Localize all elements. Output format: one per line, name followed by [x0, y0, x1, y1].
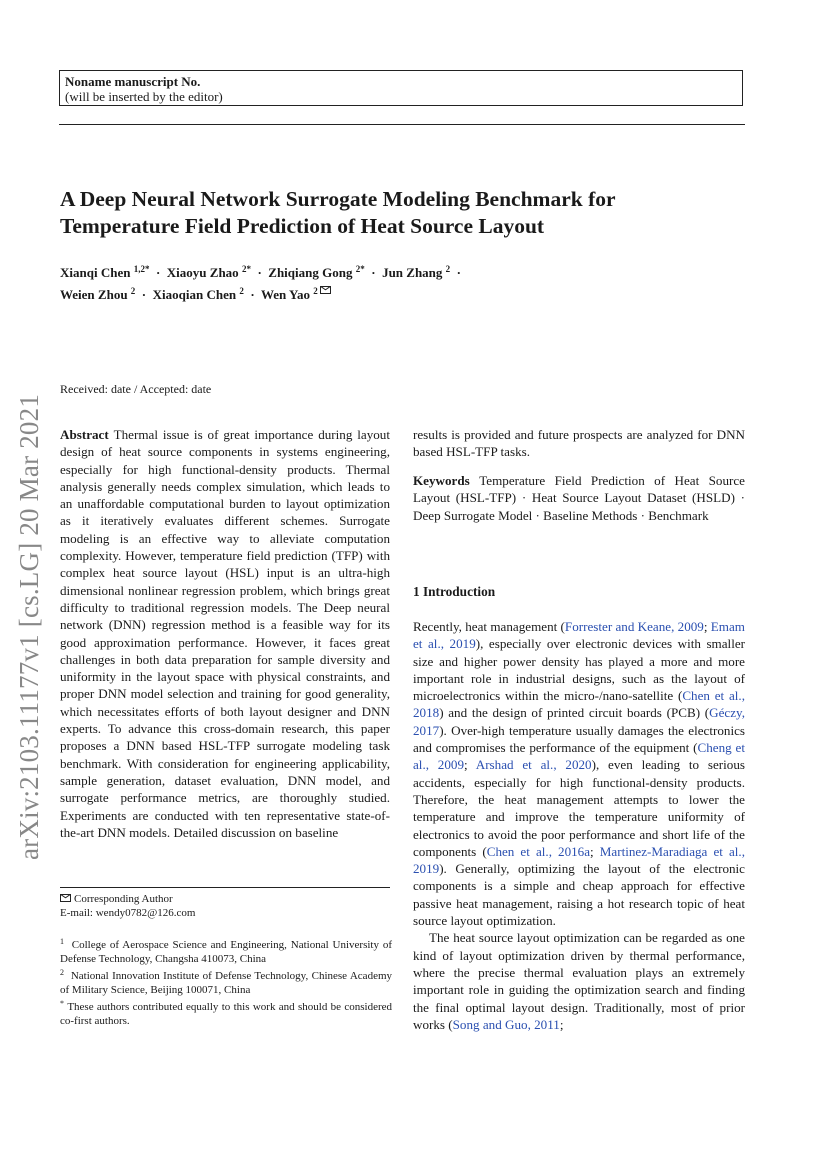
abstract-text: Thermal issue is of great importance during layout design of heat source components in systems engineering, especially for high functional-density products. Thermal analysis generally needs complex simulation, which leads to an unaffordable computational burden to layout optimization as it iteratively evaluates different schemes. Surrogate modeling is an effective way to alleviate computation complexity. However, temperature field prediction (TFP) with complex heat source layout (HSL) input is an ultra-high dimensional nonlinear regression problem, which brings great difficulty to traditional regression models. The Deep neural network (DNN) regression method is a feasible way for its good approximation performance. However, it faces great challenges in both data preparation for sample diversity and uniformity in the layout space with physical constraints, and proper DNN model selection and training for good generality, which necessitates efforts of both layout designer and DNN experts. To advance this cross-domain research, this paper proposes a DNN based HSL-TFP surrogate modeling task benchmark. With consideration for engineering applicability, sample generation, dataset evaluation, DNN model, and surrogate performance metrics, are thoroughly studied. Experiments are conducted with ten representative state-of-the-art DNN models. Detailed discussion on baseline — [60, 427, 390, 840]
footnote-marker: 1 — [60, 937, 64, 946]
arxiv-sidebar-id: arXiv:2103.11177v1 [cs.LG] 20 Mar 2021 — [14, 393, 44, 860]
keywords-heading: Keywords — [413, 473, 470, 488]
title-line-2: Temperature Field Prediction of Heat Source Layout — [60, 214, 545, 238]
citation-link[interactable]: Song and Guo, 2011 — [452, 1016, 560, 1032]
author-affiliation: 2 — [239, 286, 244, 296]
author-affiliation: 2 — [313, 286, 334, 296]
manuscript-note: (will be inserted by the editor) — [65, 89, 223, 104]
footnote-marker: * — [60, 999, 64, 1008]
paragraph-text: ; — [590, 843, 600, 859]
author-name: Xiaoyu Zhao — [166, 265, 239, 280]
envelope-icon — [320, 286, 331, 294]
author-line-1: Xianqi Chen $^{1,2*}$ · Xiaoyu Zhao $^{2*}$ · Zhiqiang Gong $^{2*}$ · Jun Zhang $^2$ · — [60, 264, 461, 280]
paragraph-text: ), especially over electronic devices with smaller size and higher power density has played a more and more important role in industrial designs, such as the layout of microelectronics within the micro-/nano-satellite ( — [413, 636, 745, 704]
author-name: Xianqi Chen — [60, 265, 131, 280]
author-name: Jun Zhang — [382, 265, 443, 280]
author-name: Weien Zhou — [60, 287, 128, 302]
author-list — [60, 260, 760, 304]
paragraph-text: ), even leading to serious accidents, especially for high functional-density products. Therefore, the heat management attempts to lower the temperature and improve the temperature uniformity of electronics to avoid the poor performance and short life of the components ( — [413, 757, 745, 859]
abstract-continued: results is provided and future prospects are analyzed for DNN based HSL-TFP tasks. — [413, 427, 745, 460]
citation-link[interactable]: Emam et al., 2019 — [413, 619, 745, 652]
author-affiliation: 2 — [445, 264, 451, 274]
envelope-icon — [60, 894, 71, 902]
header-rule — [59, 124, 745, 125]
paragraph-text: ) and the design of printed circuit boards (PCB) ( — [439, 705, 710, 721]
author-line-2: Weien Zhou $^2$ · Xiaoqian Chen $^2$ · Wen Yao $^2$ — [60, 282, 760, 304]
received-date: Received: date / Accepted: date — [60, 382, 212, 396]
manuscript-box — [59, 70, 743, 106]
paragraph-text: ). Generally, optimizing the layout of the electronic components is a simple and cheap approach for effective passive heat management, raising a hot research topic of heat source layout optimization. — [413, 861, 745, 929]
abstract — [60, 426, 390, 841]
footnote-marker: 2 — [60, 968, 64, 977]
paragraph-text: ; — [464, 757, 476, 773]
keywords — [413, 472, 745, 524]
keywords-text: Temperature Field Prediction of Heat Source Layout (HSL-TFP) · Heat Source Layout Dataset (HSLD) · Deep Surrogate Model · Baseline Methods · Benchmark — [413, 473, 745, 523]
affiliation-2: National Innovation Institute of Defense Technology, Chinese Academy of Military Science, Beijing 100071, China — [60, 970, 393, 996]
citation-link[interactable]: Géczy, 2017 — [413, 705, 745, 738]
footnote-rule — [60, 887, 390, 888]
citation-link[interactable]: Martinez-Maradiaga et al., 2019 — [413, 843, 745, 877]
introduction-body — [413, 618, 745, 1033]
title-line-1: A Deep Neural Network Surrogate Modeling Benchmark for — [60, 187, 616, 211]
intro-paragraph-2 — [413, 929, 745, 1033]
paragraph-text: ; — [703, 619, 711, 634]
citation-link[interactable]: Cheng et al., 2009 — [413, 740, 745, 773]
corresponding-footnote — [60, 893, 392, 920]
paragraph-text: Recently, heat management ( — [413, 619, 565, 634]
author-name: Zhiqiang Gong — [268, 265, 353, 280]
section-heading-introduction: 1 Introduction — [413, 584, 496, 599]
citation-link[interactable]: Arshad et al., 2020 — [475, 757, 592, 773]
abstract-heading: Abstract — [60, 427, 109, 442]
affiliation-1: College of Aerospace Science and Engineering, National University of Defense Technology, Changsha 410073, China — [60, 939, 392, 965]
paragraph-text: ; — [559, 1016, 564, 1032]
citation-link[interactable]: Forrester and Keane, 2009 — [564, 619, 704, 634]
paragraph-text: ). Over-high temperature usually damages the electronics and compromises the performance of the equipment ( — [413, 722, 745, 756]
author-affiliation: 2* — [355, 264, 365, 274]
author-affiliation: 2* — [241, 264, 251, 274]
author-affiliation: 2 — [130, 286, 136, 296]
affiliation-footnotes — [60, 935, 392, 1028]
co-first-note: These authors contributed equally to this work and should be considered co-first authors. — [60, 1001, 392, 1027]
citation-link[interactable]: Chen et al., 2018 — [413, 688, 745, 721]
paper-title — [60, 186, 760, 240]
intro-paragraph-1 — [413, 618, 745, 929]
citation-link[interactable]: Chen et al., 2016a — [486, 843, 591, 859]
paragraph-text: The heat source layout optimization can be regarded as one kind of layout optimization driven by thermal performance, where the precise thermal evaluation plays an extremely important role in guiding the optimization search and finding the final optimal layout design. Traditionally, most of prior works ( — [413, 930, 745, 1032]
author-affiliation: 1,2* — [133, 264, 150, 274]
author-name: Xiaoqian Chen — [152, 287, 237, 302]
corresponding-label: Corresponding Author — [74, 893, 173, 905]
manuscript-number: Noname manuscript No. — [65, 74, 201, 89]
email: E-mail: wendy0782@126.com — [60, 906, 196, 919]
author-name: Wen Yao — [260, 287, 310, 302]
